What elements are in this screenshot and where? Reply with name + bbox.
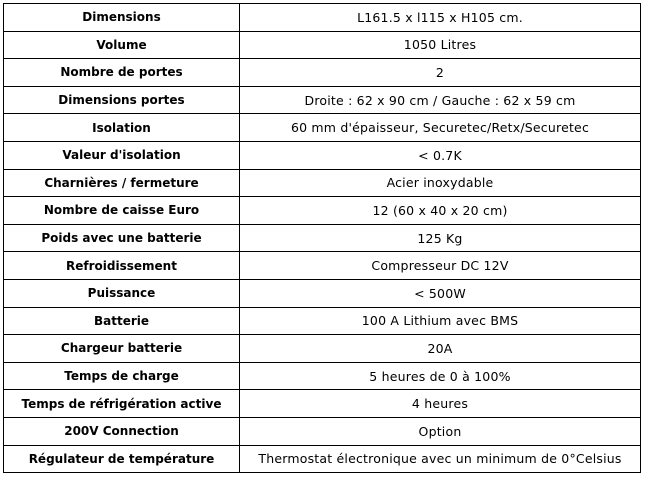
spec-label-battery-charger: Chargeur batterie <box>4 335 240 363</box>
spec-value-door-count: 2 <box>240 59 641 87</box>
spec-label-volume: Volume <box>4 31 240 59</box>
table-row <box>4 59 641 87</box>
spec-label-power: Puissance <box>4 279 240 307</box>
spec-label-insulation-value: Valeur d'isolation <box>4 141 240 169</box>
spec-label-active-cooling-time: Temps de réfrigération active <box>4 390 240 418</box>
spec-label-insulation: Isolation <box>4 114 240 142</box>
table-row <box>4 114 641 142</box>
table-row <box>4 252 641 280</box>
table-row <box>4 417 641 445</box>
spec-label-dimensions: Dimensions <box>4 4 240 32</box>
spec-value-battery-charger: 20A <box>240 335 641 363</box>
table-row <box>4 224 641 252</box>
table-row <box>4 362 641 390</box>
spec-value-temperature-regulator: Thermostat électronique avec un minimum de 0°Celsius <box>240 445 641 473</box>
spec-value-active-cooling-time: 4 heures <box>240 390 641 418</box>
spec-label-door-dimensions: Dimensions portes <box>4 86 240 114</box>
spec-value-volume: 1050 Litres <box>240 31 641 59</box>
spec-label-door-count: Nombre de portes <box>4 59 240 87</box>
spec-label-euro-crates: Nombre de caisse Euro <box>4 197 240 225</box>
spec-label-battery: Batterie <box>4 307 240 335</box>
table-row <box>4 4 641 32</box>
spec-value-weight: 125 Kg <box>240 224 641 252</box>
spec-value-dimensions: L161.5 x l115 x H105 cm. <box>240 4 641 32</box>
table-row <box>4 141 641 169</box>
spec-value-battery: 100 A Lithium avec BMS <box>240 307 641 335</box>
table-row <box>4 169 641 197</box>
table-row <box>4 307 641 335</box>
spec-value-charge-time: 5 heures de 0 à 100% <box>240 362 641 390</box>
spec-value-200v-connection: Option <box>240 417 641 445</box>
spec-value-euro-crates: 12 (60 x 40 x 20 cm) <box>240 197 641 225</box>
table-row <box>4 86 641 114</box>
table-row <box>4 390 641 418</box>
table-row <box>4 445 641 473</box>
spec-value-power: < 500W <box>240 279 641 307</box>
table-row <box>4 31 641 59</box>
table-row <box>4 335 641 363</box>
spec-label-charge-time: Temps de charge <box>4 362 240 390</box>
specifications-table <box>3 3 641 473</box>
table-row <box>4 279 641 307</box>
table-row <box>4 197 641 225</box>
spec-label-hinges: Charnières / fermeture <box>4 169 240 197</box>
spec-value-hinges: Acier inoxydable <box>240 169 641 197</box>
spec-value-insulation-value: < 0.7K <box>240 141 641 169</box>
spec-label-temperature-regulator: Régulateur de température <box>4 445 240 473</box>
spec-value-insulation: 60 mm d'épaisseur, Securetec/Retx/Securetec <box>240 114 641 142</box>
spec-value-door-dimensions: Droite : 62 x 90 cm / Gauche : 62 x 59 cm <box>240 86 641 114</box>
spec-label-weight: Poids avec une batterie <box>4 224 240 252</box>
spec-label-200v-connection: 200V Connection <box>4 417 240 445</box>
spec-value-cooling: Compresseur DC 12V <box>240 252 641 280</box>
spec-label-cooling: Refroidissement <box>4 252 240 280</box>
